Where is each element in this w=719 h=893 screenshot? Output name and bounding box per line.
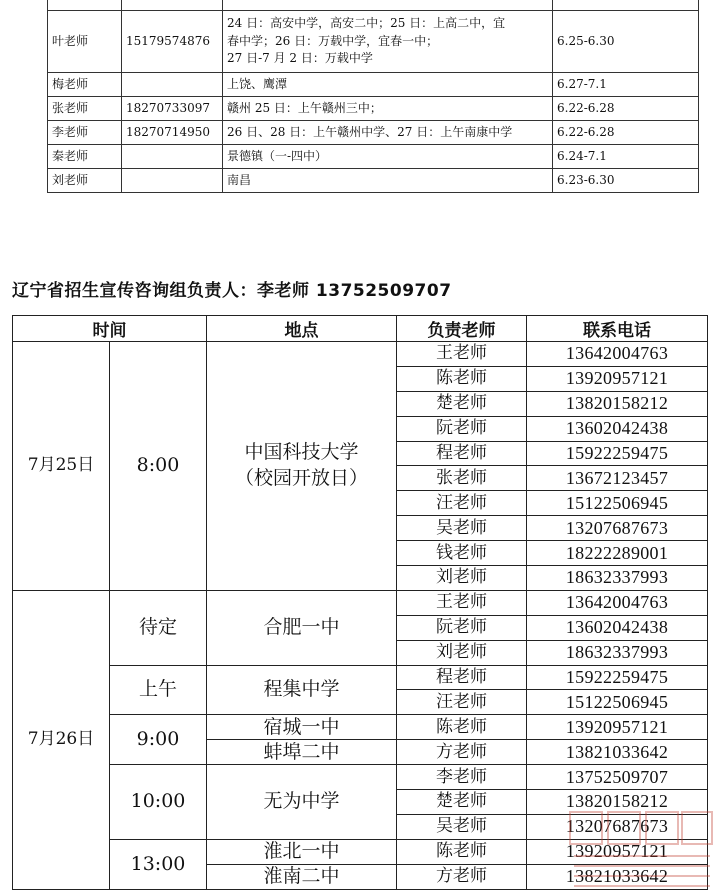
date-cell: 7月26日 bbox=[13, 590, 110, 889]
header-phone: 联系电话 bbox=[527, 316, 708, 342]
table-row bbox=[48, 73, 699, 97]
teacher-phone: 15122506945 bbox=[527, 690, 708, 715]
teacher-name: 王老师 bbox=[397, 590, 527, 615]
teacher-phone: 13602042438 bbox=[527, 615, 708, 640]
teacher-phone: 13920957121 bbox=[527, 839, 708, 864]
period-cell: 6.27-7.1 bbox=[553, 73, 699, 97]
teacher-phone: 13821033642 bbox=[527, 864, 708, 889]
table-row bbox=[48, 169, 699, 193]
schedule-cell: 南昌 bbox=[223, 169, 553, 193]
table-row bbox=[13, 342, 708, 367]
phone-cell: 15179574876 bbox=[122, 11, 223, 73]
header-teacher: 负责老师 bbox=[397, 316, 527, 342]
teacher-name: 楚老师 bbox=[397, 391, 527, 416]
table-row bbox=[13, 765, 708, 790]
place-cell: 宿城一中 bbox=[207, 715, 397, 740]
teacher-cell: 梅老师 bbox=[48, 73, 122, 97]
teacher-name: 楚老师 bbox=[397, 790, 527, 815]
teacher-name: 吴老师 bbox=[397, 814, 527, 839]
place-cell: 蚌埠二中 bbox=[207, 740, 397, 765]
time-cell: 13:00 bbox=[110, 839, 207, 889]
header-time: 时间 bbox=[13, 316, 207, 342]
place-cell: 淮南二中 bbox=[207, 864, 397, 889]
teacher-name: 方老师 bbox=[397, 864, 527, 889]
teacher-phone: 13207687673 bbox=[527, 516, 708, 541]
period-cell: 6.24-7.1 bbox=[553, 145, 699, 169]
teacher-name: 张老师 bbox=[397, 466, 527, 491]
teacher-name: 李老师 bbox=[397, 765, 527, 790]
teacher-phone: 18632337993 bbox=[527, 640, 708, 665]
teacher-name: 程老师 bbox=[397, 441, 527, 466]
teacher-cell: 刘老师 bbox=[48, 169, 122, 193]
schedule-cell: 上饶、鹰潭 bbox=[223, 73, 553, 97]
teacher-phone: 13207687673 bbox=[527, 814, 708, 839]
period-cell: 6.22-6.28 bbox=[553, 97, 699, 121]
date-cell: 7月25日 bbox=[13, 342, 110, 591]
teacher-phone: 18222289001 bbox=[527, 541, 708, 566]
teacher-cell: 张老师 bbox=[48, 97, 122, 121]
time-cell: 8:00 bbox=[110, 342, 207, 591]
table-row bbox=[13, 665, 708, 690]
schedule-cell: 24 日：高安中学，高安二中；25 日：上高二中，宜 春中学；26 日：万载中学，宜春一中； 27 日-7 月 2 日：万载中学 bbox=[223, 11, 553, 73]
table-row bbox=[13, 590, 708, 615]
teacher-phone: 13602042438 bbox=[527, 416, 708, 441]
teacher-name: 陈老师 bbox=[397, 839, 527, 864]
header-place: 地点 bbox=[207, 316, 397, 342]
time-cell: 9:00 bbox=[110, 715, 207, 765]
region-assignment-table bbox=[47, 0, 699, 193]
table-row bbox=[48, 97, 699, 121]
place-cell: 中国科技大学 （校园开放日） bbox=[207, 342, 397, 591]
table-row bbox=[13, 839, 708, 864]
place-cell: 淮北一中 bbox=[207, 839, 397, 864]
teacher-phone: 18632337993 bbox=[527, 566, 708, 591]
teacher-cell: 秦老师 bbox=[48, 145, 122, 169]
place-cell: 无为中学 bbox=[207, 765, 397, 840]
schedule-table bbox=[12, 315, 708, 890]
teacher-name: 刘老师 bbox=[397, 640, 527, 665]
teacher-phone: 13672123457 bbox=[527, 466, 708, 491]
teacher-name: 程老师 bbox=[397, 665, 527, 690]
teacher-phone: 13920957121 bbox=[527, 366, 708, 391]
phone-cell: 18270714950 bbox=[122, 121, 223, 145]
section-heading: 辽宁省招生宣传咨询组负责人：李老师 13752509707 bbox=[12, 281, 452, 301]
table-row bbox=[48, 145, 699, 169]
schedule-cell: 赣州 25 日：上午赣州三中； bbox=[223, 97, 553, 121]
time-cell: 上午 bbox=[110, 665, 207, 715]
teacher-phone: 15922259475 bbox=[527, 665, 708, 690]
teacher-name: 刘老师 bbox=[397, 566, 527, 591]
period-cell: 6.23-6.30 bbox=[553, 169, 699, 193]
teacher-cell: 李老师 bbox=[48, 121, 122, 145]
table-row bbox=[48, 11, 699, 73]
period-cell: 6.25-6.30 bbox=[553, 11, 699, 73]
place-cell: 合肥一中 bbox=[207, 590, 397, 665]
teacher-name: 阮老师 bbox=[397, 615, 527, 640]
teacher-cell: 叶老师 bbox=[48, 11, 122, 73]
teacher-name: 阮老师 bbox=[397, 416, 527, 441]
teacher-name: 王老师 bbox=[397, 342, 527, 367]
teacher-name: 汪老师 bbox=[397, 491, 527, 516]
teacher-name: 陈老师 bbox=[397, 366, 527, 391]
schedule-cell: 26 日、28 日：上午赣州中学、27 日：上午南康中学 bbox=[223, 121, 553, 145]
time-cell: 待定 bbox=[110, 590, 207, 665]
time-cell: 10:00 bbox=[110, 765, 207, 840]
phone-cell bbox=[122, 145, 223, 169]
teacher-phone: 15122506945 bbox=[527, 491, 708, 516]
teacher-phone: 13752509707 bbox=[527, 765, 708, 790]
teacher-phone: 13821033642 bbox=[527, 740, 708, 765]
teacher-name: 陈老师 bbox=[397, 715, 527, 740]
teacher-name: 吴老师 bbox=[397, 516, 527, 541]
teacher-phone: 13820158212 bbox=[527, 391, 708, 416]
schedule-cell: 景德镇（一-四中） bbox=[223, 145, 553, 169]
table-row bbox=[48, 0, 699, 11]
table-header-row bbox=[13, 316, 708, 342]
teacher-name: 汪老师 bbox=[397, 690, 527, 715]
place-cell: 程集中学 bbox=[207, 665, 397, 715]
teacher-phone: 13820158212 bbox=[527, 790, 708, 815]
teacher-phone: 13642004763 bbox=[527, 342, 708, 367]
table-row bbox=[48, 121, 699, 145]
table-row bbox=[13, 715, 708, 740]
teacher-phone: 13642004763 bbox=[527, 590, 708, 615]
phone-cell bbox=[122, 169, 223, 193]
teacher-name: 方老师 bbox=[397, 740, 527, 765]
period-cell: 6.22-6.28 bbox=[553, 121, 699, 145]
phone-cell bbox=[122, 73, 223, 97]
phone-cell: 18270733097 bbox=[122, 97, 223, 121]
teacher-phone: 13920957121 bbox=[527, 715, 708, 740]
teacher-phone: 15922259475 bbox=[527, 441, 708, 466]
teacher-name: 钱老师 bbox=[397, 541, 527, 566]
